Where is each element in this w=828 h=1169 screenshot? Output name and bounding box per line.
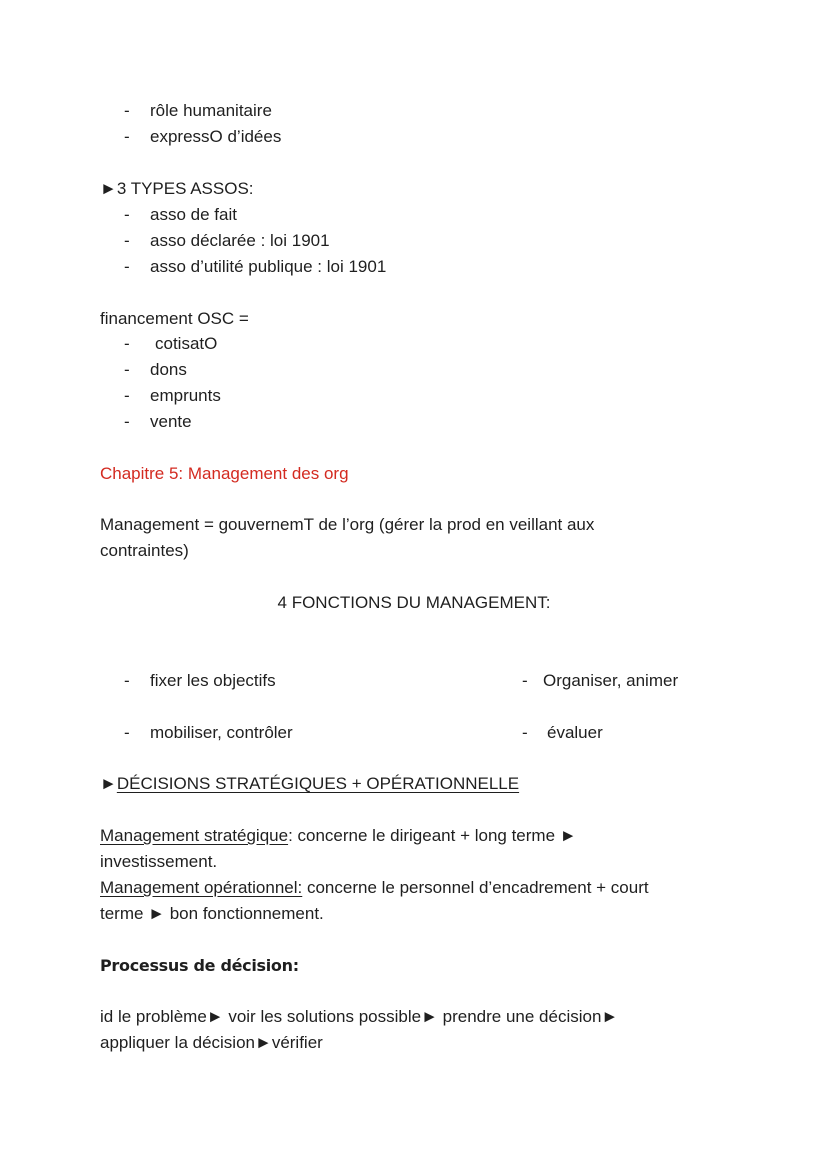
decisions-heading	[100, 771, 519, 797]
processus-heading: Processus de décision:	[100, 956, 299, 975]
operationnel-text: concerne le personnel d’encadrement + court	[302, 878, 649, 897]
list-item: asso de fait	[150, 205, 237, 224]
definition-line: Management = gouvernemT de l’org (gérer la prod en veillant aux	[100, 515, 595, 534]
list-item: emprunts	[150, 386, 221, 405]
arrow-icon: ►	[100, 774, 117, 793]
decisions-heading-text: DÉCISIONS STRATÉGIQUES + OPÉRATIONNELLE	[116, 774, 520, 793]
list-item: asso d’utilité publique : loi 1901	[150, 257, 387, 276]
list-item: expressO d’idées	[150, 127, 282, 146]
bullet-dash: -	[124, 231, 130, 250]
definition-line: contraintes)	[100, 541, 189, 560]
list-item: Organiser, animer	[543, 671, 679, 690]
bullet-dash: -	[124, 205, 130, 224]
strategique-text: concerne le dirigeant + long terme ►	[292, 826, 577, 845]
financement-heading: financement OSC =	[100, 309, 249, 328]
bullet-dash: -	[124, 386, 130, 405]
list-item: dons	[150, 360, 187, 379]
operationnel-line	[100, 875, 649, 901]
bullet-dash: -	[124, 101, 130, 120]
list-item: fixer les objectifs	[150, 671, 276, 690]
bullet-dash: -	[124, 360, 130, 379]
bullet-dash: -	[124, 127, 130, 146]
strategique-colon: :	[288, 826, 293, 845]
bullet-dash: -	[522, 671, 528, 690]
list-item: évaluer	[547, 723, 603, 742]
strategique-line	[100, 823, 577, 849]
bullet-dash: -	[124, 257, 130, 276]
bullet-dash: -	[124, 334, 130, 353]
bullet-dash: -	[124, 412, 130, 431]
processus-line: id le problème► voir les solutions possible► prendre une décision►	[100, 1007, 619, 1026]
processus-line: appliquer la décision►vérifier	[100, 1033, 323, 1052]
list-item: cotisatO	[155, 334, 218, 353]
operationnel-label: Management opérationnel:	[100, 878, 303, 897]
bullet-dash: -	[124, 671, 130, 690]
strategique-label: Management stratégique	[100, 826, 289, 845]
bullet-dash: -	[522, 723, 528, 742]
list-item: rôle humanitaire	[150, 101, 272, 120]
fonctions-heading: 4 FONCTIONS DU MANAGEMENT:	[277, 593, 551, 612]
list-item: mobiliser, contrôler	[150, 723, 293, 742]
types-heading: ►3 TYPES ASSOS:	[100, 179, 254, 198]
list-item: vente	[150, 412, 192, 431]
list-item: asso déclarée : loi 1901	[150, 231, 330, 250]
chapter-title: Chapitre 5: Management des org	[100, 464, 349, 483]
bullet-dash: -	[124, 723, 130, 742]
operationnel-line2: terme ► bon fonctionnement.	[100, 904, 324, 923]
strategique-line2: investissement.	[100, 852, 218, 871]
